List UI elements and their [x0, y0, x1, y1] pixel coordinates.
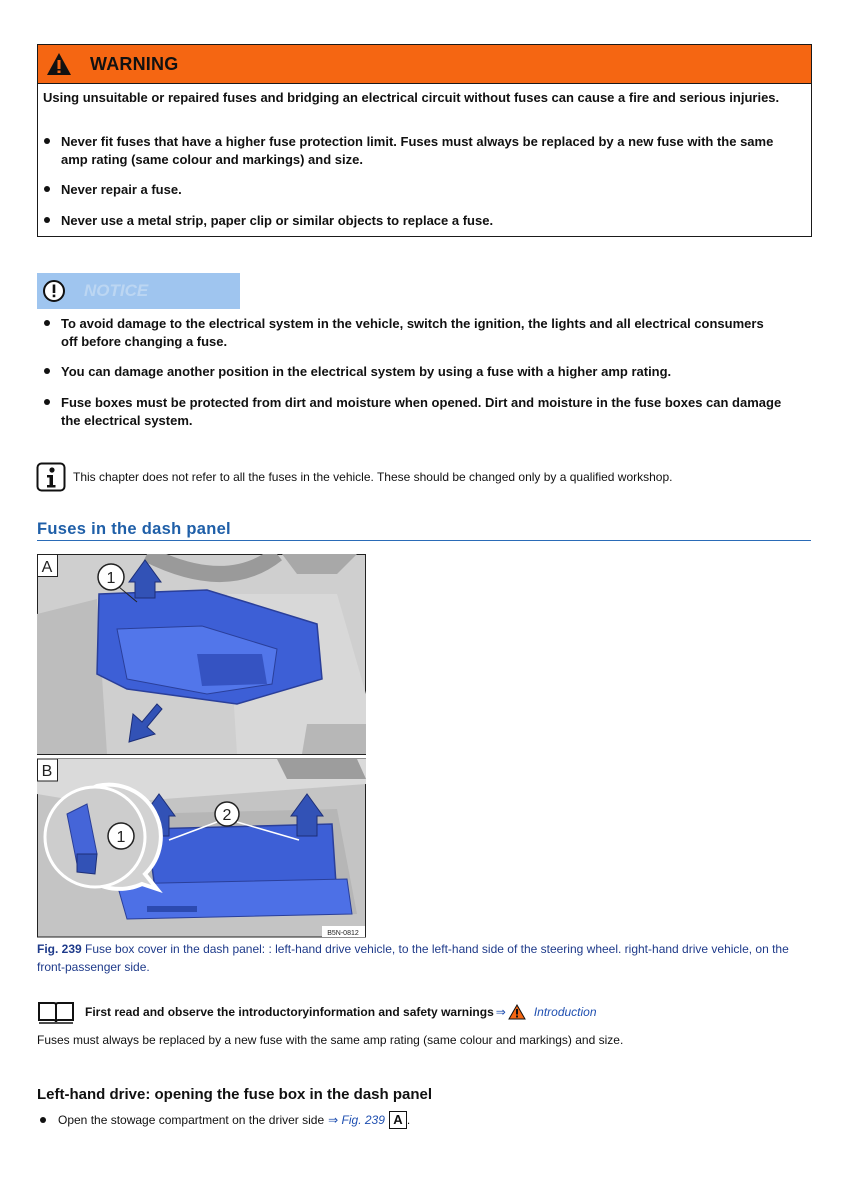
info-icon: [36, 462, 66, 492]
notice-list: [42, 315, 782, 430]
arrow-icon: ⇒: [495, 1005, 506, 1019]
callout-1-label: 1: [106, 570, 116, 587]
warning-title: WARNING: [90, 53, 179, 74]
warning-triangle-icon: [46, 52, 72, 76]
section-heading: Fuses in the dash panel: [37, 520, 811, 541]
warning-box: [37, 44, 812, 237]
panel-b-label: B: [41, 763, 53, 780]
bullet-icon: [44, 138, 50, 144]
note-text: This chapter does not refer to all the fuses in the vehicle. These should be changed only by a qualified workshop.: [73, 470, 673, 484]
callout-2-label: 2: [222, 807, 232, 824]
list-item: To avoid damage to the electrical system in the vehicle, switch the ignition, the lights and all electrical consumers off before changing a fuse.: [42, 315, 782, 351]
fuse-box-illustration: [37, 554, 367, 938]
warning-intro: Using unsuitable or repaired fuses and bridging an electrical circuit without fuses can cause a fire and serious injuries.: [43, 90, 780, 105]
bullet-icon: [44, 368, 50, 374]
notice-header: [37, 273, 240, 309]
figure-caption-label: Fig. 239: [37, 942, 82, 956]
step-item: [37, 1111, 410, 1129]
figure-caption-text: Fuse box cover in the dash panel: : left-hand drive vehicle, to the left-hand side of the steering wheel. right-hand drive vehicle, on the front-passenger side.: [37, 942, 789, 974]
step-end: .: [406, 1113, 411, 1127]
introduction-link[interactable]: Introduction: [533, 1005, 597, 1019]
list-item: Never fit fuses that have a higher fuse protection limit. Fuses must always be replaced by a new fuse with the same amp rating (same colour and markings) and size.: [42, 133, 802, 169]
figure-link[interactable]: ⇒ Fig. 239: [328, 1113, 385, 1127]
list-item: Fuse boxes must be protected from dirt and moisture when opened. Dirt and moisture in the fuse boxes can damage the electrical system.: [42, 394, 782, 430]
warning-triangle-icon: [508, 1004, 526, 1020]
callout-1b-label: 1: [116, 829, 126, 846]
notice-title: NOTICE: [84, 281, 149, 300]
bullet-icon: [44, 320, 50, 326]
exclamation-circle-icon: [42, 279, 66, 303]
first-read-text: First read and observe the introductoryinformation and safety warnings: [85, 1005, 494, 1019]
list-item: Never repair a fuse.: [42, 181, 802, 199]
open-book-icon: [37, 1000, 75, 1024]
list-item: You can damage another position in the electrical system by using a fuse with a higher amp rating.: [42, 363, 782, 381]
first-read-row: [37, 1000, 737, 1024]
list-item: Never use a metal strip, paper clip or similar objects to replace a fuse.: [42, 212, 802, 230]
bullet-icon: [44, 186, 50, 192]
panel-a-label: A: [41, 559, 53, 576]
step-text: Open the stowage compartment on the driver side: [58, 1113, 325, 1127]
bullet-icon: [44, 217, 50, 223]
fuse-box-figure: [37, 554, 367, 938]
bullet-icon: [44, 399, 50, 405]
warning-list: [42, 133, 802, 230]
figure-panel-badge: A: [389, 1111, 407, 1129]
figure-code: B5N-0812: [327, 930, 359, 937]
warning-header: [38, 45, 811, 84]
bullet-icon: [40, 1117, 46, 1123]
figure-caption: [37, 940, 807, 976]
body-text: Fuses must always be replaced by a new fuse with the same amp rating (same colour and markings) and size.: [37, 1033, 624, 1047]
subheading: Left-hand drive: opening the fuse box in the dash panel: [37, 1086, 433, 1103]
